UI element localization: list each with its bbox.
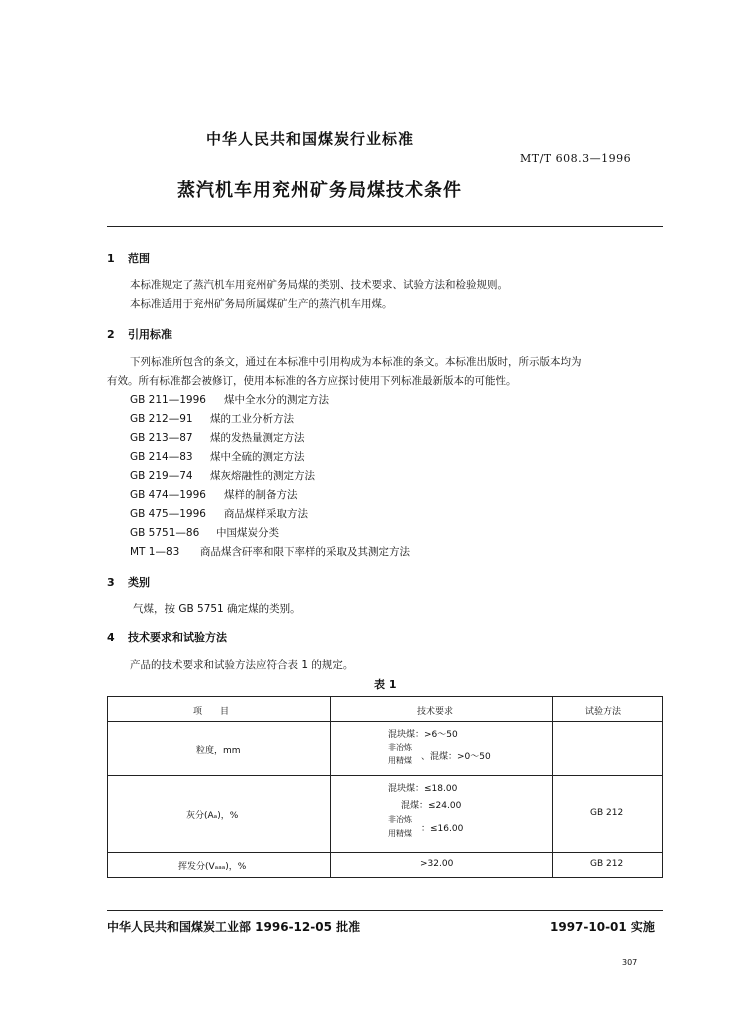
section-number: 3 (107, 576, 115, 589)
reference-name: 煤的工业分析方法 (210, 413, 294, 425)
table-row-divider (108, 852, 662, 853)
reference-code: MT 1—83 (130, 546, 180, 558)
table-header-method: 试验方法 (585, 707, 622, 717)
table-caption: 表 1 (374, 678, 397, 691)
table-cell-item: 灰分(Aₐ)，% (186, 811, 239, 821)
reference-item (130, 525, 279, 540)
reference-name: 中国煤炭分类 (216, 527, 279, 539)
table-cell-requirement: >32.00 (420, 859, 454, 869)
footer-divider (107, 910, 663, 911)
section-title: 类别 (128, 576, 150, 589)
spec-table (107, 696, 663, 878)
table-cell-method: GB 212 (590, 808, 624, 818)
reference-item (130, 392, 329, 407)
standard-category: 中华人民共和国煤炭行业标准 (206, 130, 415, 148)
effective-date: 1997-10-01 实施 (550, 920, 655, 934)
reference-item (130, 468, 315, 483)
page-number: 307 (622, 958, 638, 967)
reference-code: GB 5751—86 (130, 527, 200, 539)
reference-name: 商品煤含矸率和限下率样的采取及其测定方法 (200, 546, 410, 558)
table-cell-requirement: 非冶炼 (388, 815, 412, 824)
paragraph: 下列标准所包含的条文，通过在本标准中引用构成为本标准的条文。本标准出版时，所示版本均为 (130, 356, 582, 368)
paragraph: 本标准规定了蒸汽机车用兖州矿务局煤的类别、技术要求、试验方法和检验规则。 (130, 279, 508, 291)
table-row-divider (108, 721, 662, 722)
reference-code: GB 475—1996 (130, 508, 206, 520)
table-column-divider (330, 697, 331, 877)
section-1-heading (107, 250, 150, 266)
table-cell-requirement: 混块煤：≤18.00 (388, 784, 458, 794)
paragraph: 产品的技术要求和试验方法应符合表 1 的规定。 (130, 659, 354, 671)
table-row-divider (108, 775, 662, 776)
reference-name: 煤灰熔融性的测定方法 (210, 470, 315, 482)
table-cell-requirement: 用精煤 (388, 829, 412, 838)
table-header-item: 项 目 (193, 707, 230, 717)
reference-code: GB 212—91 (130, 413, 193, 425)
section-title: 引用标准 (128, 328, 172, 341)
reference-code: GB 214—83 (130, 451, 193, 463)
table-cell-requirement: ：≤16.00 (421, 824, 464, 834)
paragraph: 气煤，按 GB 5751 确定煤的类别。 (133, 603, 301, 615)
section-title: 技术要求和试验方法 (128, 631, 227, 644)
reference-name: 煤样的制备方法 (224, 489, 298, 501)
table-cell-requirement: 用精煤 (388, 756, 412, 765)
reference-item (130, 449, 305, 464)
table-cell-item: 挥发分(Vₐₐₐ)，% (178, 862, 247, 872)
reference-name: 煤中全水分的测定方法 (224, 394, 329, 406)
reference-code: GB 211—1996 (130, 394, 206, 406)
reference-code: GB 474—1996 (130, 489, 206, 501)
reference-name: 煤中全硫的测定方法 (210, 451, 305, 463)
table-cell-requirement: 混块煤：>6～50 (388, 730, 458, 740)
reference-code: GB 219—74 (130, 470, 193, 482)
reference-name: 商品煤样采取方法 (224, 508, 308, 520)
paragraph: 本标准适用于兖州矿务局所属煤矿生产的蒸汽机车用煤。 (130, 298, 393, 310)
section-number: 4 (107, 631, 115, 644)
section-3-heading (107, 574, 150, 590)
table-cell-requirement: 混煤：≤24.00 (401, 801, 462, 811)
reference-code: GB 213—87 (130, 432, 193, 444)
reference-item (130, 506, 308, 521)
standard-number: MT/T 608.3—1996 (520, 152, 632, 165)
table-header-requirement: 技术要求 (417, 707, 454, 717)
reference-item (130, 411, 294, 426)
reference-item (130, 487, 298, 502)
approval-line: 中华人民共和国煤炭工业部 1996-12-05 批准 (107, 920, 361, 934)
header-divider (107, 226, 663, 227)
section-4-heading (107, 629, 227, 645)
section-number: 2 (107, 328, 115, 341)
section-title: 范围 (128, 252, 150, 265)
table-cell-requirement: 、混煤：>0～50 (421, 752, 491, 762)
reference-item (130, 544, 410, 559)
table-column-divider (552, 697, 553, 877)
document-title: 蒸汽机车用兖州矿务局煤技术条件 (177, 180, 462, 201)
section-number: 1 (107, 252, 115, 265)
reference-item (130, 430, 305, 445)
table-cell-item: 粒度，mm (196, 746, 241, 756)
reference-name: 煤的发热量测定方法 (210, 432, 305, 444)
paragraph: 有效。所有标准都会被修订，使用本标准的各方应探讨使用下列标准最新版本的可能性。 (107, 375, 517, 387)
table-cell-method: GB 212 (590, 859, 624, 869)
section-2-heading (107, 326, 172, 342)
table-cell-requirement: 非冶炼 (388, 743, 412, 752)
